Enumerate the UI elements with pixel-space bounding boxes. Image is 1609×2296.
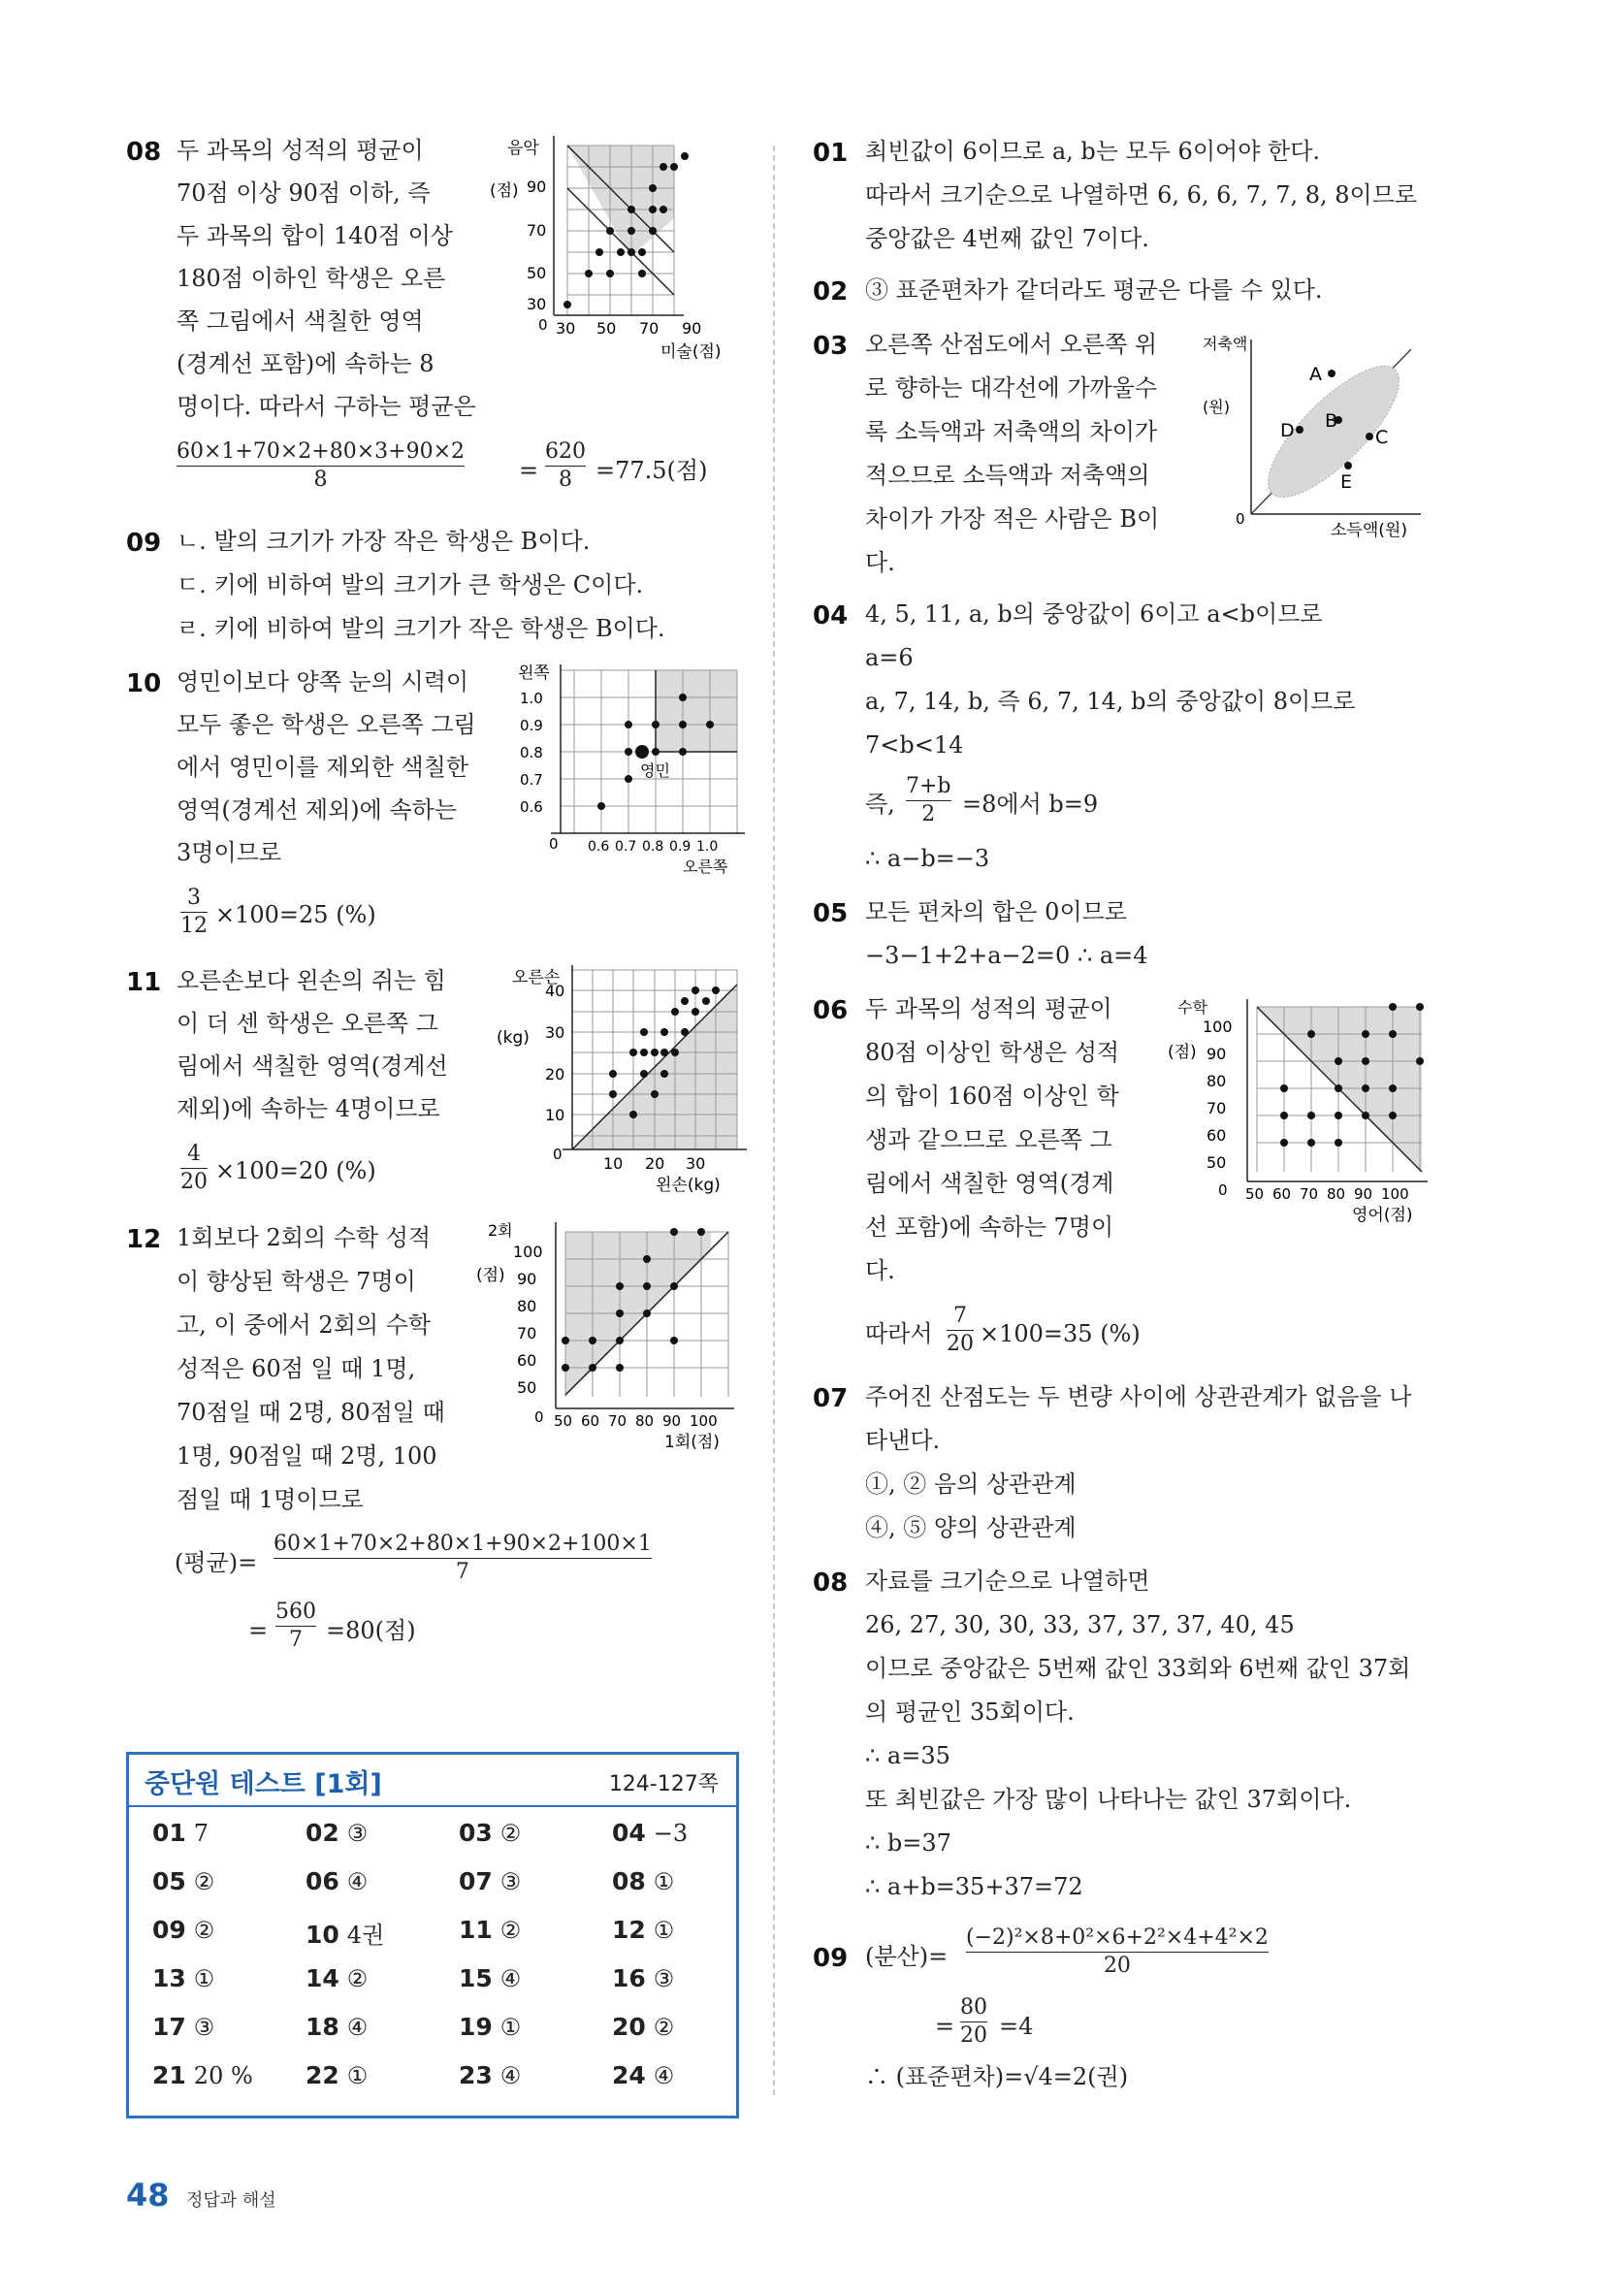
answer-number: 01 [152, 1819, 186, 1847]
q10-line: 모두 좋은 학생은 오른쪽 그림 [177, 711, 476, 738]
answer-item [459, 2061, 521, 2089]
chart-q10-origin: 0 [549, 835, 559, 853]
chart-q10-xtick: 0.7 [615, 839, 637, 855]
answer-number: 08 [612, 1867, 646, 1895]
r-q05-number: 05 [813, 899, 849, 928]
q08-line: 두 과목의 성적의 평균이 [177, 137, 424, 164]
q12-line: 고, 이 중에서 2회의 수학 [177, 1311, 432, 1339]
answer-number: 14 [306, 1964, 339, 1992]
q12-line: 1명, 90점일 때 2명, 100 [177, 1442, 437, 1470]
chart-q10-ytick: 0.9 [520, 717, 543, 734]
r-q07-line: ④, ⑤ 양의 상관관계 [865, 1514, 1077, 1541]
q09-line: ㄹ. 키에 비하여 발의 크기가 작은 학생은 B이다. [177, 615, 665, 642]
chart-q12-ylabel: 2회 [488, 1222, 513, 1240]
answer-number: 15 [459, 1964, 493, 1992]
answer-number: 03 [459, 1819, 493, 1847]
chart-q12-xlabel: 1회(점) [664, 1433, 720, 1452]
chart-q06 [1164, 999, 1435, 1246]
q10-fraction [180, 885, 208, 940]
chart-q11-ytick: 20 [545, 1065, 565, 1083]
chart-q08-xtick: 90 [682, 319, 702, 338]
chart-q11-xtick: 20 [645, 1154, 665, 1173]
chart-q06-ylabel: 수학 [1177, 999, 1207, 1017]
q12-line: 이 향상된 학생은 7명이 [177, 1268, 416, 1295]
r-q08-number: 08 [813, 1568, 849, 1598]
chart-q03-label: C [1375, 427, 1389, 448]
q12-fraction [274, 1531, 652, 1586]
answer-number: 20 [612, 2013, 646, 2041]
chart-q08-origin: 0 [538, 316, 548, 334]
chart-q08-xtick: 30 [556, 319, 576, 338]
answer-item [306, 2061, 368, 2089]
q09-line: ㄴ. 발의 크기가 가장 작은 학생은 B이다. [177, 528, 591, 555]
q10-number: 10 [126, 669, 162, 698]
chart-q10-ytick: 1.0 [520, 690, 543, 707]
box-title: 중단원 테스트 [1회] [145, 1769, 382, 1799]
answer-value: ④ [499, 1965, 522, 1992]
q12-equals: = [248, 1617, 269, 1644]
q08-denominator: 8 [177, 466, 465, 494]
q10-line: 에서 영민이를 제외한 색칠한 [177, 754, 469, 781]
chart-q10-ytick: 0.8 [520, 744, 543, 761]
answer-number: 11 [459, 1916, 493, 1944]
answer-item [306, 2013, 368, 2041]
q11-number: 11 [126, 968, 162, 997]
chart-q11-ytick: 40 [545, 982, 565, 1000]
chart-q12-ytick: 90 [517, 1270, 537, 1288]
r-q03-line: 다. [865, 549, 895, 576]
chart-q06-ytick: 90 [1207, 1045, 1227, 1063]
r-q01-line: 중앙값은 4번째 값인 7이다. [865, 225, 1149, 252]
r-q06-line: 두 과목의 성적의 평균이 [865, 995, 1112, 1022]
r-q09-numerator2: 80 [960, 1995, 987, 2020]
answer-value: ① [653, 1868, 675, 1895]
r-q04-numerator: 7+b [906, 774, 951, 798]
q08-line: 두 과목의 합이 140점 이상 [177, 222, 453, 249]
q08-number: 08 [126, 138, 162, 167]
answer-value: ① [653, 1917, 675, 1944]
answer-item [152, 2061, 253, 2089]
r-q07-line: 타낸다. [865, 1427, 941, 1454]
r-q07-number: 07 [813, 1384, 849, 1413]
r-q08-line: 또 최빈값은 가장 많이 나타나는 값인 37회이다. [865, 1786, 1352, 1813]
r-q09-result: =4 [999, 2013, 1034, 2040]
answer-number: 13 [152, 1964, 186, 1992]
q11-result: ×100=20 (%) [215, 1157, 376, 1184]
chart-q12-xtick: 50 [554, 1412, 573, 1430]
chart-q06-xtick: 100 [1381, 1185, 1409, 1203]
chart-q06-xtick: 50 [1245, 1185, 1265, 1203]
chart-q12-ytick: 80 [517, 1297, 537, 1315]
answer-number: 02 [306, 1819, 339, 1847]
answer-value: ③ [653, 1965, 675, 1992]
q12-result: =80(점) [326, 1617, 416, 1644]
chart-q06-ytick: 60 [1207, 1126, 1227, 1145]
chart-q12-ytick: 50 [517, 1378, 537, 1397]
answer-value: ② [193, 1868, 215, 1895]
q12-prefix: (평균)= [175, 1549, 258, 1576]
r-q04-line: 4, 5, 11, a, b의 중앙값이 6이고 a<b이므로 [865, 600, 1323, 628]
q12-line: 1회보다 2회의 수학 성적 [177, 1224, 432, 1251]
r-q01-line: 따라서 크기순으로 나열하면 6, 6, 6, 7, 7, 8, 8이므로 [865, 181, 1418, 209]
answer-value: 4권 [346, 1922, 385, 1949]
q11-denominator: 20 [180, 1170, 208, 1194]
r-q06-line: 선 포함)에 속하는 7명이 [865, 1213, 1114, 1241]
chart-q03 [1203, 330, 1435, 548]
q08-line: (경계선 포함)에 속하는 8 [177, 350, 434, 377]
answer-item [152, 1819, 209, 1847]
q11-line: 오른손보다 왼손의 쥐는 힘 [177, 967, 446, 994]
answer-item [612, 1964, 674, 1992]
q11-fraction [180, 1141, 208, 1196]
q12-denominator2: 7 [275, 1626, 316, 1654]
r-q06-number: 06 [813, 996, 849, 1025]
r-q04-denominator: 2 [906, 800, 951, 828]
r-q08-line: 의 평균인 35회이다. [865, 1698, 1075, 1726]
chart-q06-ytick: 70 [1207, 1099, 1227, 1117]
chart-q03-label: D [1280, 420, 1295, 441]
q10-line: 영역(경계선 제외)에 속하는 [177, 796, 458, 824]
r-q03-line: 적으므로 소득액과 저축액의 [865, 462, 1150, 489]
answer-value: ① [346, 2062, 369, 2089]
answer-item [306, 1916, 384, 1950]
r-q08-line: ∴ a+b=35+37=72 [865, 1873, 1083, 1900]
q10-denominator: 12 [180, 914, 208, 938]
answer-number: 22 [306, 2061, 339, 2089]
chart-q08-ytick: 50 [527, 264, 547, 282]
answer-value: ② [499, 1820, 522, 1847]
answer-value: ④ [346, 2014, 369, 2041]
chart-q03-xlabel: 소득액(원) [1331, 521, 1407, 540]
r-q09-numerator: (−2)²×8+0²×6+2²×4+4²×2 [966, 1925, 1269, 1950]
chart-q12 [470, 1222, 747, 1474]
r-q09-denominator2: 20 [960, 2023, 987, 2048]
answer-number: 05 [152, 1867, 186, 1895]
answer-number: 18 [306, 2013, 339, 2041]
r-q04-last: ∴ a−b=−3 [865, 845, 990, 872]
r-q04-prefix: 즉, [865, 791, 895, 818]
q11-numerator: 4 [187, 1142, 201, 1166]
answer-value: ② [499, 1917, 522, 1944]
chart-q06-xtick: 60 [1272, 1185, 1292, 1203]
answer-item [152, 1964, 214, 1992]
answer-value: ① [193, 1965, 215, 1992]
r-q04-line: a, 7, 14, b, 즉 6, 7, 14, b의 중앙값이 8이므로 [865, 688, 1356, 715]
chart-q10-ylabel: 왼쪽 [518, 664, 550, 683]
footer-label: 정답과 해설 [186, 2190, 276, 2211]
mid-unit-test-box [126, 1752, 739, 2118]
r-q07-line: 주어진 산점도는 두 변량 사이에 상관관계가 없음을 나 [865, 1383, 1412, 1410]
chart-q12-ytick: 100 [513, 1243, 543, 1261]
q12-number: 12 [126, 1225, 162, 1254]
chart-q10-shaded [656, 670, 737, 752]
r-q04-fraction [906, 773, 951, 828]
r-q09-number: 09 [813, 1944, 849, 1973]
chart-q12-ytick: 70 [517, 1324, 537, 1342]
q12-numerator: 60×1+70×2+80×1+90×2+100×1 [274, 1532, 652, 1556]
r-q03-line: 록 소득액과 저축액의 차이가 [865, 418, 1158, 445]
q12-line: 70점일 때 2명, 80점일 때 [177, 1399, 445, 1426]
q12-line: 성적은 60점 일 때 1명, [177, 1355, 416, 1382]
q08-line: 쪽 그림에서 색칠한 영역 [177, 307, 424, 335]
chart-q11-yunit: (kg) [497, 1028, 530, 1048]
r-q06-line: 림에서 색칠한 영역(경계 [865, 1170, 1114, 1197]
r-q01-number: 01 [813, 139, 849, 168]
chart-q10-marker: 영민 [640, 761, 670, 780]
answer-number: 16 [612, 1964, 646, 1992]
chart-q06-xtick: 90 [1354, 1185, 1373, 1203]
answer-number: 12 [612, 1916, 646, 1944]
r-q08-line: ∴ b=37 [865, 1829, 951, 1857]
r-q09-equals: = [935, 2013, 955, 2040]
chart-q08-xtick: 70 [639, 319, 660, 338]
chart-q08-ytick: 70 [527, 221, 547, 240]
r-q03-line: 로 향하는 대각선에 가까울수 [865, 374, 1158, 402]
r-q02-number: 02 [813, 277, 849, 307]
chart-q10-yeongmin [635, 745, 649, 759]
chart-q10-ytick: 0.6 [520, 798, 543, 816]
q12-fraction2 [275, 1599, 316, 1654]
chart-q03-ylabel: 저축액 [1203, 335, 1248, 353]
answer-value: ① [499, 2014, 522, 2041]
q11-line: 이 더 센 학생은 오른쪽 그 [177, 1010, 438, 1037]
q11-line: 림에서 색칠한 영역(경계선 [177, 1052, 448, 1080]
answer-value: −3 [653, 1820, 689, 1847]
page-number: 48 [126, 2177, 170, 2214]
answer-item [306, 1867, 368, 1895]
answer-value: ③ [193, 2014, 215, 2041]
chart-q03-label: A [1309, 364, 1322, 385]
r-q06-line: 다. [865, 1257, 895, 1284]
chart-q12-yunit: (점) [476, 1266, 505, 1285]
q08-fraction [177, 438, 465, 494]
chart-q08-ylabel: 음악 [507, 139, 539, 158]
answer-number: 24 [612, 2061, 646, 2089]
r-q09-denominator: 20 [966, 1952, 1269, 1980]
chart-q11-xtick: 30 [686, 1154, 706, 1173]
chart-q10-xtick: 0.8 [642, 839, 664, 855]
q11-line: 제외)에 속하는 4명이므로 [177, 1095, 440, 1122]
q09-line: ㄷ. 키에 비하여 발의 크기가 큰 학생은 C이다. [177, 571, 644, 598]
answer-value: ② [653, 2014, 675, 2041]
answer-item [459, 1819, 521, 1847]
chart-q12-ytick: 60 [517, 1351, 537, 1370]
q10-numerator: 3 [187, 886, 201, 910]
answer-item [152, 1916, 214, 1944]
answer-value: ④ [499, 2062, 522, 2089]
r-q03-number: 03 [813, 332, 849, 361]
r-q08-line: 26, 27, 30, 30, 33, 37, 37, 37, 40, 45 [865, 1611, 1295, 1638]
chart-q12-origin: 0 [534, 1408, 544, 1426]
q12-numerator2: 560 [275, 1600, 316, 1624]
q10-line: 3명이므로 [177, 839, 282, 866]
chart-q10 [512, 664, 755, 883]
r-q09-last: ∴ (표준편차)=√4=2(권) [865, 2063, 1129, 2090]
chart-q10-xtick: 0.6 [588, 839, 610, 855]
r-q05-line: 모든 편차의 합은 0이므로 [865, 898, 1127, 925]
q08-line: 명이다. 따라서 구하는 평균은 [177, 393, 476, 420]
r-q04-line: 7<b<14 [865, 731, 964, 759]
r-q04-number: 04 [813, 601, 849, 631]
answer-number: 23 [459, 2061, 493, 2089]
chart-q11-ytick: 10 [545, 1106, 565, 1124]
chart-q11 [495, 965, 756, 1198]
chart-q10-ytick: 0.7 [520, 771, 543, 789]
r-q05-line: −3−1+2+a−2=0 ∴ a=4 [865, 942, 1148, 969]
q08-line: 180점 이하인 학생은 오른 [177, 265, 446, 292]
chart-q11-origin: 0 [553, 1146, 563, 1163]
chart-q06-ytick: 50 [1207, 1153, 1227, 1172]
chart-q12-xtick: 80 [635, 1412, 655, 1430]
chart-q08 [490, 136, 752, 369]
answer-value: ③ [499, 1868, 522, 1895]
chart-q06-origin: 0 [1218, 1181, 1228, 1199]
answer-value: ② [346, 1965, 369, 1992]
q08-line: 70점 이상 90점 이하, 즉 [177, 179, 431, 207]
chart-q11-xlabel: 왼손(kg) [656, 1176, 721, 1195]
chart-q06-ytick: 80 [1207, 1072, 1227, 1090]
r-q09-prefix: (분산)= [865, 1943, 949, 1970]
q08-denominator2: 8 [545, 466, 586, 494]
chart-q03-origin: 0 [1236, 510, 1245, 528]
chart-q03-label: E [1340, 471, 1353, 493]
answer-number: 07 [459, 1867, 493, 1895]
r-q06-line: 생과 같으므로 오른쪽 그 [865, 1126, 1112, 1153]
chart-q08-xtick: 50 [596, 319, 617, 338]
q08-fraction2 [545, 438, 586, 494]
answer-value: ④ [346, 1868, 369, 1895]
answer-item [306, 1964, 368, 1992]
q08-numerator: 60×1+70×2+80×3+90×2 [177, 439, 465, 464]
r-q03-line: 오른쪽 산점도에서 오른쪽 위 [865, 331, 1158, 358]
chart-q10-xtick: 1.0 [696, 839, 719, 855]
answer-item [612, 2061, 674, 2089]
chart-q12-xtick: 70 [608, 1412, 628, 1430]
box-header [129, 1755, 736, 1807]
r-q06-prefix: 따라서 [865, 1320, 933, 1347]
column-divider [773, 146, 775, 2095]
chart-q06-xtick: 70 [1300, 1185, 1319, 1203]
answer-number: 04 [612, 1819, 646, 1847]
chart-q06-xlabel: 영어(점) [1352, 1206, 1413, 1225]
answer-item [612, 1916, 674, 1944]
chart-q12-xtick: 60 [581, 1412, 600, 1430]
q12-line: 점일 때 1명이므로 [177, 1486, 364, 1513]
r-q07-line: ①, ② 음의 상관관계 [865, 1471, 1077, 1498]
answer-item [306, 1819, 368, 1847]
q09-number: 09 [126, 529, 162, 558]
answer-number: 06 [306, 1867, 339, 1895]
r-q06-line: 80점 이상인 학생은 성적 [865, 1039, 1120, 1066]
q08-equals: = [519, 457, 539, 484]
answer-item [459, 1916, 521, 1944]
chart-q12-xtick: 90 [662, 1412, 682, 1430]
answer-value: ② [193, 1917, 215, 1944]
chart-q11-ylabel: 오른손 [512, 968, 561, 987]
q10-line: 영민이보다 양쪽 눈의 시력이 [177, 668, 469, 695]
r-q09-fraction [966, 1924, 1269, 1980]
chart-q11-xtick: 10 [603, 1154, 624, 1173]
answer-number: 09 [152, 1916, 186, 1944]
answer-value: 7 [193, 1820, 209, 1847]
chart-q10-xtick: 0.9 [669, 839, 692, 855]
q08-numerator2: 620 [545, 439, 586, 464]
chart-q12-xtick: 100 [690, 1412, 718, 1430]
chart-q08-ytick: 90 [527, 178, 547, 196]
chart-q06-yunit: (점) [1168, 1043, 1197, 1062]
answer-number: 19 [459, 2013, 493, 2041]
box-pages: 124-127쪽 [608, 1772, 719, 1796]
chart-q10-xlabel: 오른쪽 [683, 857, 728, 876]
r-q06-line: 의 합이 160점 이상인 학 [865, 1083, 1119, 1110]
chart-q11-ytick: 30 [545, 1023, 565, 1042]
q12-denominator: 7 [274, 1558, 652, 1586]
chart-q06-xtick: 80 [1327, 1185, 1346, 1203]
chart-q08-ytick: 30 [527, 295, 547, 313]
answer-item [612, 1819, 688, 1847]
answer-item [459, 1867, 521, 1895]
answer-value: ③ [346, 1820, 369, 1847]
q10-result: ×100=25 (%) [215, 901, 376, 928]
r-q03-line: 차이가 가장 적은 사람은 B이 [865, 505, 1160, 533]
r-q04-line: a=6 [865, 644, 914, 671]
chart-q06-ytick: 100 [1203, 1018, 1233, 1036]
r-q02-line: ③ 표준편차가 같더라도 평균은 다를 수 있다. [865, 276, 1323, 304]
chart-q03-yunit: (원) [1203, 398, 1230, 416]
answer-item [459, 2013, 521, 2041]
answer-number: 10 [306, 1921, 339, 1949]
chart-q03-label: B [1325, 410, 1338, 432]
r-q06-numerator: 7 [953, 1304, 967, 1328]
r-q01-line: 최빈값이 6이므로 a, b는 모두 6이어야 한다. [865, 138, 1321, 165]
r-q08-line: 자료를 크기순으로 나열하면 [865, 1568, 1150, 1595]
answer-item [612, 1867, 674, 1895]
answer-item [152, 2013, 214, 2041]
r-q06-result: ×100=35 (%) [980, 1320, 1141, 1347]
answer-value: 20 % [193, 2062, 253, 2089]
r-q04-suffix: =8에서 b=9 [962, 791, 1099, 818]
answer-item [459, 1964, 521, 1992]
r-q08-line: 이므로 중앙값은 5번째 값인 33회와 6번째 값인 37회 [865, 1655, 1411, 1682]
answer-item [152, 1867, 214, 1895]
answer-value: ④ [653, 2062, 675, 2089]
answer-number: 17 [152, 2013, 186, 2041]
answer-number: 21 [152, 2061, 186, 2089]
chart-q08-xlabel: 미술(점) [660, 342, 722, 362]
answer-item [612, 2013, 674, 2041]
chart-q08-yunit: (점) [490, 181, 519, 201]
r-q08-line: ∴ a=35 [865, 1742, 950, 1769]
r-q06-fraction [947, 1303, 974, 1358]
r-q09-fraction2 [960, 1994, 987, 2050]
r-q06-denominator: 20 [947, 1332, 974, 1356]
q08-result: =77.5(점) [595, 457, 708, 484]
